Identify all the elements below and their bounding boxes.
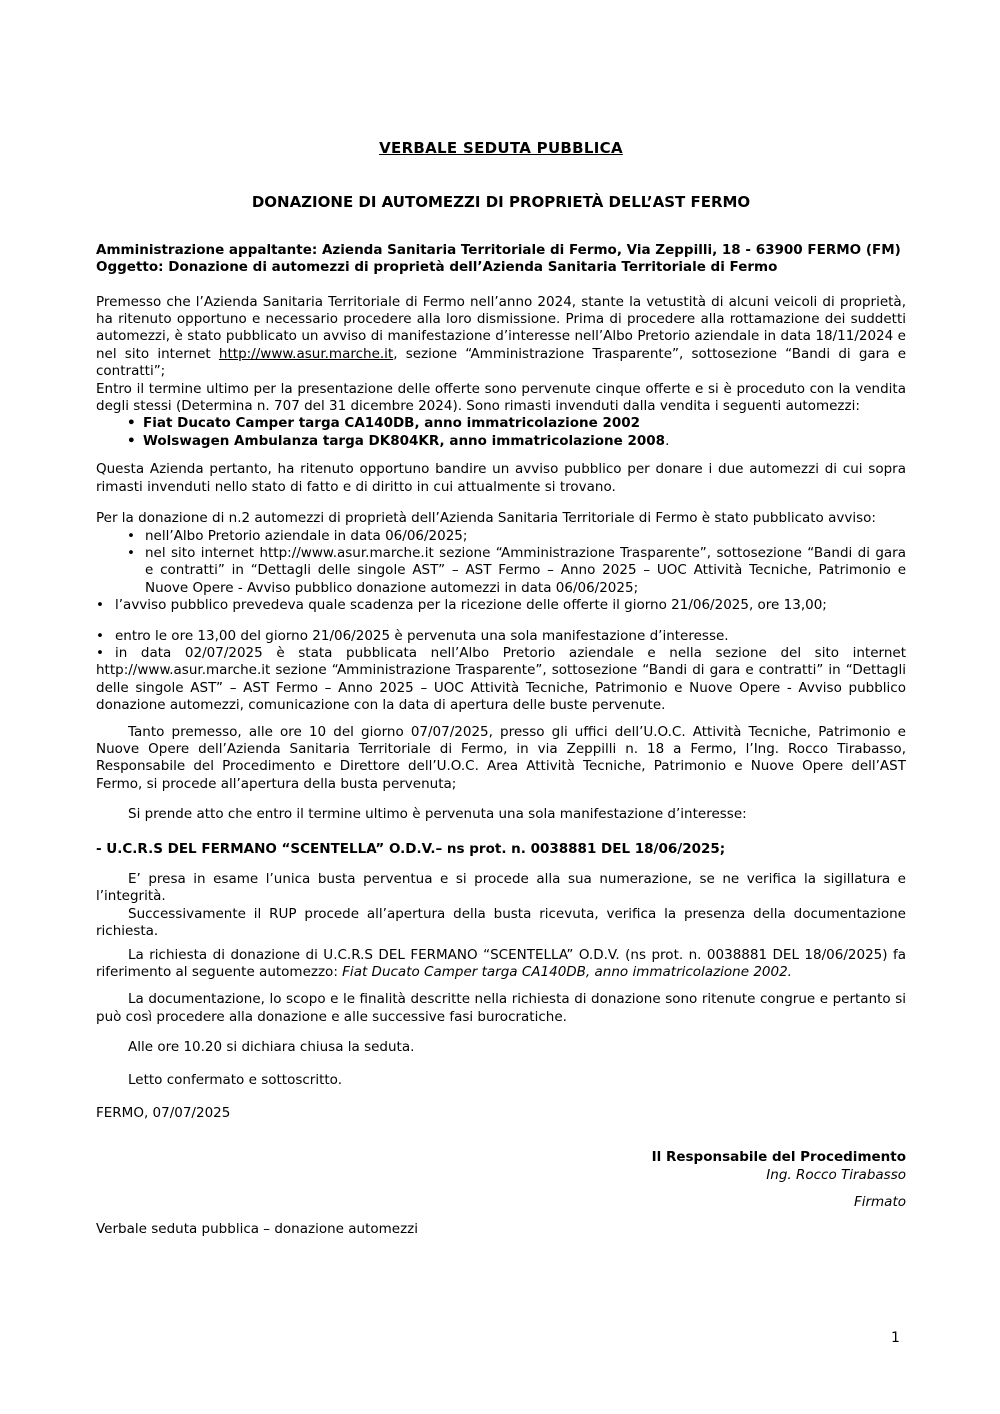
place-date-line: FERMO, 07/07/2025: [96, 1105, 231, 1122]
paragraph-si-prende-atto: Si prende atto che entro il termine ultimo è pervenuta una sola manifestazione d’interesse:: [128, 806, 747, 823]
document-subtitle: DONAZIONE DI AUTOMEZZI DI PROPRIETÀ DELL’AST FERMO: [251, 193, 751, 212]
vehicle-item: [143, 433, 906, 450]
bullet-entro-ore: [96, 628, 906, 645]
paragraph-esame-busta: E’ presa in esame l’unica busta perventua e si procede alla sua numerazione, se ne verifica la sigillatura e l’integrità.: [96, 871, 906, 905]
richiesta-vehicle-italic: Fiat Ducato Camper targa CA140DB, anno immatricolazione 2002.: [342, 964, 792, 981]
paragraph-letto-confermato: Letto confermato e sottoscritto.: [128, 1071, 342, 1088]
avviso-sito-text: nel sito internet http://www.asur.marche.it sezione “Amministrazione Trasparente”, sottosezione “Bandi di gara e contratti” in “Dettagli delle singole AST” – AST Fermo – Anno 2025 – UOC Attività Tecniche, Patrimonio e Nuove Opere - Avviso pubblico donazione automezzi in data 06/06/2025;: [145, 544, 906, 596]
avviso-item-albo: [145, 528, 906, 545]
premesso-text-after: , sezione “Amministrazione Trasparente”, sottosezione “Bandi di gara e contratti”;: [96, 345, 906, 380]
avviso-item-sito: [145, 545, 906, 597]
paragraph-premesso: [96, 294, 906, 381]
in-data-text: in data 02/07/2025 è stata pubblicata nell’Albo Pretorio aziendale e nella sezione del sito internet http://www.asur.marche.it sezione “Amministrazione Trasparente”, sottosezione “Bandi di gara e contratti” in “Dettagli delle singole AST” – AST Fermo – Anno 2025 – UOC Attività Tecniche, Patrimonio e Nuove Opere - Avviso pubblico donazione automezzi, comunicazione con la data di apertura delle buste pervenute.: [96, 644, 906, 714]
vehicle-item: [143, 415, 906, 432]
document-title: VERBALE SEDUTA PUBBLICA: [379, 139, 623, 157]
avviso-albo-text: nell’Albo Pretorio aziendale in data 06/06/2025;: [145, 527, 468, 544]
paragraph-chiusura-seduta: Alle ore 10.20 si dichiara chiusa la seduta.: [128, 1039, 415, 1056]
contracting-authority-line: Amministrazione appaltante: Azienda Sanitaria Territoriale di Fermo, Via Zeppilli, 18 - 63900 FERMO (FM): [96, 241, 901, 258]
premesso-text-before: Premesso che l’Azienda Sanitaria Territoriale di Fermo nell’anno 2024, stante la vetustità di alcuni veicoli di proprietà, ha ritenuto opportuno e necessario procedere alla loro dismissione. Prima di procedere alla rottamazione dei suddetti automezzi, è stato pubblicato un avviso di manifestazione d’interesse nell’Albo Pretorio aziendale in data 18/11/2024 e nel sito internet: [96, 293, 906, 362]
paragraph-documentazione: La documentazione, lo scopo e le finalità descritte nella richiesta di donazione sono ritenute congrue e pertanto si può così procedere alla donazione e alle successive fasi burocratiche.: [96, 991, 906, 1025]
vehicle-2-text: Wolswagen Ambulanza targa DK804KR, anno immatricolazione 2008: [143, 432, 666, 449]
bullet-avviso-scadenza: [96, 597, 906, 614]
unsold-vehicles-list: [96, 415, 906, 450]
signature-firmato: Firmato: [853, 1194, 906, 1211]
entro-ore-text: entro le ore 13,00 del giorno 21/06/2025 è pervenuta una sola manifestazione d’interesse.: [115, 627, 729, 644]
document-content: [96, 0, 906, 1238]
paragraph-entro-termine: Entro il termine ultimo per la presentazione delle offerte sono pervenute cinque offerte e si è proceduto con la vendita degli stessi (Determina n. 707 del 31 dicembre 2024). Sono rimasti invenduti dalla vendita i seguenti automezzi:: [96, 380, 906, 415]
asur-marche-link[interactable]: http://www.asur.marche.it: [218, 345, 394, 362]
page-number: 1: [891, 1330, 900, 1346]
vehicle-2-suffix: .: [665, 432, 670, 449]
footer-doc-label: Verbale seduta pubblica – donazione automezzi: [96, 1220, 419, 1237]
paragraph-richiesta: [96, 947, 906, 982]
richiesta-text-before: La richiesta di donazione di U.C.R.S DEL FERMANO “SCENTELLA” O.D.V. (ns prot. n. 0038881 DEL 18/06/2025) fa riferimento al seguente automezzo:: [96, 946, 906, 981]
subject-line: Oggetto: Donazione di automezzi di proprietà dell’Azienda Sanitaria Territoriale di Fermo: [96, 259, 778, 276]
paragraph-questa-azienda: Questa Azienda pertanto, ha ritenuto opportuno bandire un avviso pubblico per donare i due automezzi di cui sopra rimasti invenduti nello stato di fatto e di diritto in cui attualmente si trovano.: [96, 461, 906, 495]
manifestazione-line: - U.C.R.S DEL FERMANO “SCENTELLA” O.D.V.– ns prot. n. 0038881 DEL 18/06/2025;: [96, 840, 726, 857]
bullet-in-data: [96, 645, 906, 715]
avviso-scadenza-text: l’avviso pubblico prevedeva quale scadenza per la ricezione delle offerte il giorno 21/06/2025, ore 13,00;: [115, 597, 827, 614]
vehicle-1-text: Fiat Ducato Camper targa CA140DB, anno immatricolazione 2002: [143, 415, 641, 432]
signature-name: Ing. Rocco Tirabasso: [766, 1166, 906, 1183]
paragraph-tanto-premesso: Tanto premesso, alle ore 10 del giorno 07/07/2025, presso gli uffici dell’U.O.C. Attività Tecniche, Patrimonio e Nuove Opere dell’Azienda Sanitaria Territoriale di Fermo, in via Zeppilli n. 18 a Fermo, l’Ing. Rocco Tirabasso, Responsabile del Procedimento e Direttore dell’U.O.C. Area Attività Tecniche, Patrimonio e Nuove Opere dell’AST Fermo, si procede all’apertura della busta pervenuta;: [96, 723, 906, 792]
paragraph-per-donazione: Per la donazione di n.2 automezzi di proprietà dell’Azienda Sanitaria Territoriale di Fermo è stato pubblicato avviso:: [96, 510, 876, 527]
avviso-publication-list: [96, 528, 906, 598]
signature-role: Il Responsabile del Procedimento: [651, 1149, 906, 1166]
paragraph-apertura-rup: Successivamente il RUP procede all’apertura della busta ricevuta, verifica la presenza della documentazione richiesta.: [96, 905, 906, 940]
signature-block: [96, 1149, 906, 1211]
